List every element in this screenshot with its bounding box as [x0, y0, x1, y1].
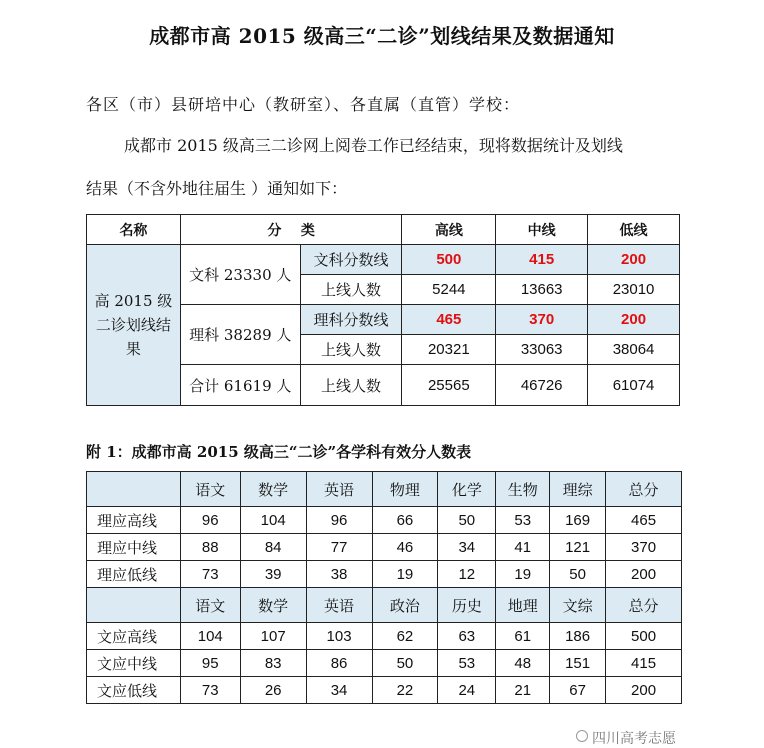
value-cell: 169	[550, 507, 606, 534]
wenke-low-score: 200	[588, 245, 680, 275]
value-cell: 200	[606, 677, 682, 704]
wenke-count-label: 上线人数	[300, 275, 402, 305]
row-label: 文应高线	[87, 623, 181, 650]
subject-header-cell: 总分	[606, 588, 682, 623]
value-cell: 121	[550, 534, 606, 561]
header-category: 分 类	[180, 215, 402, 245]
like-mid-count: 33063	[496, 335, 588, 365]
value-cell: 103	[306, 623, 372, 650]
subject-header-cell: 英语	[306, 472, 372, 507]
value-cell: 465	[606, 507, 682, 534]
science-row	[87, 561, 682, 588]
like-low-count: 38064	[588, 335, 680, 365]
subject-header-cell: 数学	[240, 588, 306, 623]
science-row	[87, 534, 682, 561]
salutation: 各区（市）县研培中心（教研室）、各直属（直管）学校：	[86, 95, 521, 114]
value-cell: 96	[180, 507, 240, 534]
value-cell: 500	[606, 623, 682, 650]
subject-header-cell: 数学	[240, 472, 306, 507]
header-blank-cell	[87, 588, 181, 623]
arts-row	[87, 623, 682, 650]
subject-header-cell: 文综	[550, 588, 606, 623]
header-low: 低线	[588, 215, 680, 245]
value-cell: 104	[180, 623, 240, 650]
subject-header-cell: 语文	[180, 588, 240, 623]
document-title: 成都市高 2015 级高三“二诊”划线结果及数据通知	[149, 24, 615, 48]
value-cell: 62	[372, 623, 438, 650]
science-header-row	[87, 472, 682, 507]
like-label: 理科 38289 人	[180, 305, 300, 365]
group-label: 高 2015 级二诊划线结果	[87, 245, 181, 406]
subject-header-cell: 理综	[550, 472, 606, 507]
arts-row	[87, 677, 682, 704]
value-cell: 77	[306, 534, 372, 561]
wenke-score-label: 文科分数线	[300, 245, 402, 275]
total-low-count: 61074	[588, 365, 680, 406]
value-cell: 83	[240, 650, 306, 677]
subject-header-cell: 物理	[372, 472, 438, 507]
value-cell: 53	[438, 650, 496, 677]
subject-table	[86, 471, 682, 704]
watermark-text: 四川高考志愿	[592, 731, 676, 747]
wenke-score-row	[87, 245, 680, 275]
value-cell: 104	[240, 507, 306, 534]
value-cell: 19	[496, 561, 550, 588]
value-cell: 66	[372, 507, 438, 534]
wenke-high-count: 5244	[402, 275, 496, 305]
subject-header-cell: 地理	[496, 588, 550, 623]
value-cell: 34	[438, 534, 496, 561]
row-label: 文应低线	[87, 677, 181, 704]
value-cell: 41	[496, 534, 550, 561]
row-label: 理应高线	[87, 507, 181, 534]
intro-line-2: 结果（不含外地往届生 ）通知如下：	[86, 179, 348, 198]
value-cell: 73	[180, 677, 240, 704]
like-score-label: 理科分数线	[300, 305, 402, 335]
science-row	[87, 507, 682, 534]
value-cell: 61	[496, 623, 550, 650]
total-label: 合计 61619 人	[180, 365, 300, 406]
value-cell: 39	[240, 561, 306, 588]
wenke-low-count: 23010	[588, 275, 680, 305]
header-blank-cell	[87, 472, 181, 507]
value-cell: 50	[372, 650, 438, 677]
total-mid-count: 46726	[496, 365, 588, 406]
value-cell: 24	[438, 677, 496, 704]
value-cell: 26	[240, 677, 306, 704]
subject-header-cell: 化学	[438, 472, 496, 507]
value-cell: 200	[606, 561, 682, 588]
value-cell: 38	[306, 561, 372, 588]
wenke-high-score: 500	[402, 245, 496, 275]
wenke-label: 文科 23330 人	[180, 245, 300, 305]
subject-header-cell: 语文	[180, 472, 240, 507]
like-high-score: 465	[402, 305, 496, 335]
value-cell: 22	[372, 677, 438, 704]
cutoff-table	[86, 214, 680, 406]
value-cell: 107	[240, 623, 306, 650]
wenke-mid-count: 13663	[496, 275, 588, 305]
intro-line-1: 成都市 2015 级高三二诊网上阅卷工作已经结束，现将数据统计及划线	[124, 136, 623, 155]
wenke-mid-score: 415	[496, 245, 588, 275]
value-cell: 46	[372, 534, 438, 561]
value-cell: 50	[438, 507, 496, 534]
row-label: 理应低线	[87, 561, 181, 588]
subject-header-cell: 历史	[438, 588, 496, 623]
like-count-label: 上线人数	[300, 335, 402, 365]
appendix-title: 附 1：成都市高 2015 级高三“二诊”各学科有效分人数表	[86, 443, 472, 461]
like-mid-score: 370	[496, 305, 588, 335]
value-cell: 73	[180, 561, 240, 588]
row-label: 理应中线	[87, 534, 181, 561]
value-cell: 67	[550, 677, 606, 704]
header-name: 名称	[87, 215, 181, 245]
arts-header-row	[87, 588, 682, 623]
arts-row	[87, 650, 682, 677]
like-low-score: 200	[588, 305, 680, 335]
value-cell: 186	[550, 623, 606, 650]
value-cell: 50	[550, 561, 606, 588]
value-cell: 370	[606, 534, 682, 561]
subject-header-cell: 生物	[496, 472, 550, 507]
value-cell: 12	[438, 561, 496, 588]
total-count-label: 上线人数	[300, 365, 402, 406]
value-cell: 21	[496, 677, 550, 704]
value-cell: 86	[306, 650, 372, 677]
value-cell: 96	[306, 507, 372, 534]
value-cell: 415	[606, 650, 682, 677]
value-cell: 88	[180, 534, 240, 561]
like-high-count: 20321	[402, 335, 496, 365]
row-label: 文应中线	[87, 650, 181, 677]
subject-header-cell: 政治	[372, 588, 438, 623]
value-cell: 48	[496, 650, 550, 677]
cutoff-table-header	[87, 215, 680, 245]
watermark-icon	[576, 730, 588, 742]
value-cell: 151	[550, 650, 606, 677]
value-cell: 34	[306, 677, 372, 704]
value-cell: 95	[180, 650, 240, 677]
header-high: 高线	[402, 215, 496, 245]
value-cell: 19	[372, 561, 438, 588]
value-cell: 63	[438, 623, 496, 650]
subject-header-cell: 英语	[306, 588, 372, 623]
value-cell: 53	[496, 507, 550, 534]
subject-header-cell: 总分	[606, 472, 682, 507]
total-high-count: 25565	[402, 365, 496, 406]
header-mid: 中线	[496, 215, 588, 245]
value-cell: 84	[240, 534, 306, 561]
